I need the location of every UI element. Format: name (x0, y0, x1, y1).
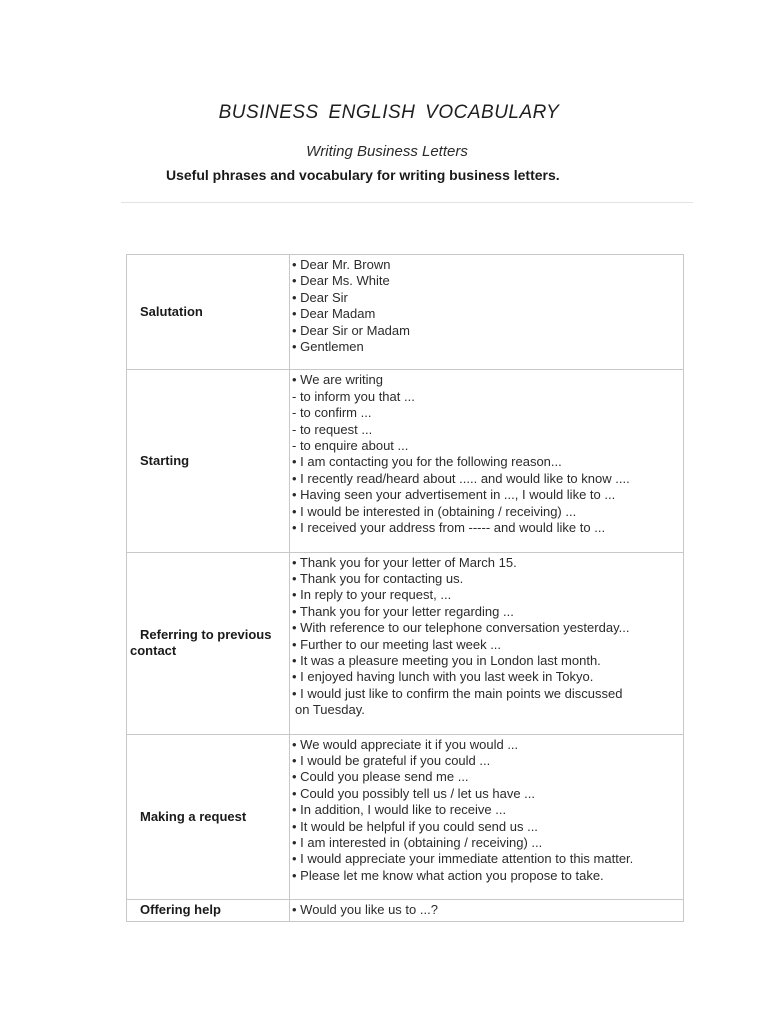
phrase-item: on Tuesday. (295, 702, 365, 718)
phrase-item: • In addition, I would like to receive ... (292, 802, 507, 818)
phrase-item: • I enjoyed having lunch with you last week in Tokyo. (292, 669, 594, 685)
phrase-item: • I recently read/heard about ..... and would like to know .... (292, 470, 630, 486)
phrase-item: • I would be interested in (obtaining / receiving) ... (292, 503, 577, 519)
phrase-list (290, 900, 684, 921)
category-label-line: Starting (140, 452, 190, 468)
phrase-item: • Dear Madam (292, 306, 376, 322)
category-label (127, 370, 290, 552)
category-label (127, 734, 290, 900)
category-label (127, 552, 290, 734)
header-divider (121, 202, 693, 203)
phrase-item: - to request ... (292, 421, 373, 437)
phrase-item: • Dear Sir (292, 289, 348, 305)
phrase-table (126, 254, 684, 922)
document-title: BUSINESS ENGLISH VOCABULARY (218, 102, 560, 123)
document-subtitle: Writing Business Letters (306, 143, 468, 160)
phrase-item: • Further to our meeting last week ... (292, 636, 502, 652)
phrase-item: • I would be grateful if you could ... (292, 752, 491, 768)
phrase-item: - to inform you that ... (292, 388, 415, 404)
phrase-item: • Dear Mr. Brown (292, 257, 391, 272)
phrase-item: • I would just like to confirm the main points we discussed (292, 685, 623, 701)
phrase-item: • Would you like us to ...? (292, 902, 438, 918)
table-row (127, 900, 684, 921)
phrase-item: • Having seen your advertisement in ..., I would like to ... (292, 487, 616, 503)
phrase-item: • I would appreciate your immediate attention to this matter. (292, 851, 634, 867)
phrase-list (290, 552, 684, 734)
category-label-line: Making a request (140, 808, 247, 824)
phrase-list (290, 255, 684, 370)
phrase-item: • It was a pleasure meeting you in London last month. (292, 652, 601, 668)
category-label-line: contact (130, 643, 177, 659)
phrase-item: • In reply to your request, ... (292, 587, 452, 603)
phrase-item: - to enquire about ... (292, 438, 409, 454)
category-label-line: Referring to previous (140, 626, 272, 642)
phrase-item: • Thank you for your letter of March 15. (292, 554, 517, 570)
phrase-item: • I am contacting you for the following reason... (292, 454, 562, 470)
phrase-item: • Could you please send me ... (292, 769, 469, 785)
phrase-item: • Thank you for contacting us. (292, 570, 464, 586)
table-row (127, 734, 684, 900)
document-lead: Useful phrases and vocabulary for writing business letters. (166, 167, 560, 183)
phrase-item: • With reference to our telephone conversation yesterday... (292, 620, 630, 636)
phrase-item: • I am interested in (obtaining / receiving) ... (292, 835, 543, 850)
phrase-item: • Dear Sir or Madam (292, 322, 410, 338)
phrase-item: • Gentlemen (292, 339, 364, 355)
category-label-line: Salutation (140, 304, 203, 320)
phrase-item: - to confirm ... (292, 405, 372, 421)
table-row (127, 552, 684, 734)
table-row (127, 370, 684, 552)
phrase-item: • We are writing (292, 372, 384, 388)
category-label-line: Offering help (140, 902, 221, 918)
phrase-item: • We would appreciate it if you would ... (292, 736, 519, 752)
phrase-item: • Could you possibly tell us / let us have ... (292, 785, 536, 801)
phrase-item: • Dear Ms. White (292, 273, 390, 289)
category-label (127, 900, 290, 921)
phrase-item: • Thank you for your letter regarding ... (292, 603, 514, 619)
phrase-item: • It would be helpful if you could send us ... (292, 818, 538, 834)
phrase-list (290, 734, 684, 900)
category-label (127, 255, 290, 370)
phrase-list (290, 370, 684, 552)
phrase-item: • I received your address from ----- and would like to ... (292, 520, 606, 536)
table-row (127, 255, 684, 370)
phrase-item: • Please let me know what action you propose to take. (292, 867, 604, 883)
